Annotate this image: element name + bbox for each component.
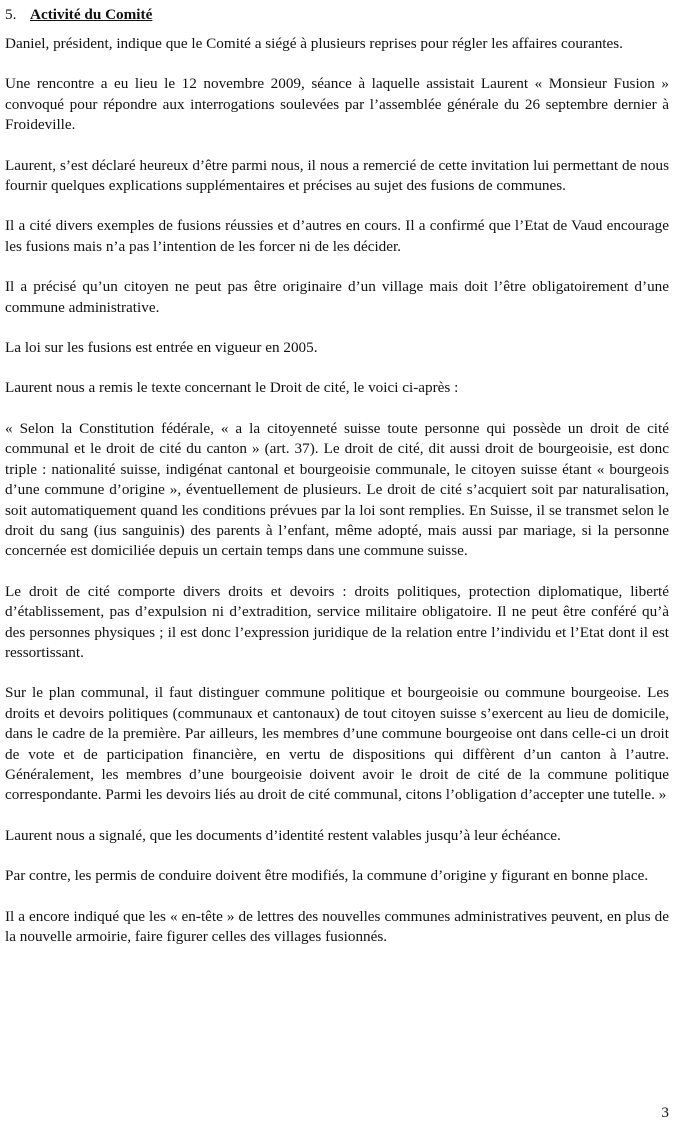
section-heading — [5, 5, 669, 24]
section-number: 5. — [5, 6, 17, 23]
paragraph-quote-constitution: « Selon la Constitution fédérale, « a la citoyenneté suisse toute personne qui possède un droit de cité communal et le droit de cité du canton » (art. 37). Le droit de cité, dit aussi droit de bourgeoisie, est donc triple : nationalité suisse, indigénat cantonal et bourgeoisie communale, le citoyen suisse étant « bourgeois d’une commune d’origine », éventuellement de plusieurs. Le droit de cité s’acquiert soit par naturalisation, soit automatiquement quand les conditions prévues par la loi sont remplies. En Suisse, il se transmet selon le droit du sang (ius sanguinis) des parents à l’enfant, même adopté, mais aussi par mariage, si la personne concernée est domiciliée depuis un certain temps dans une commune suisse. — [5, 419, 669, 560]
document-page — [5, 5, 669, 967]
paragraph-letterheads: Il a encore indiqué que les « en-tête » de lettres des nouvelles communes administratives peuvent, en plus de la nouvelle armoirie, faire figurer celles des villages fusionnés. — [5, 907, 669, 945]
section-title: Activité du Comité — [30, 6, 153, 23]
paragraph-citizen-origin: Il a précisé qu’un citoyen ne peut pas être originaire d’un village mais doit l’être obligatoirement d’une commune administrative. — [5, 278, 669, 316]
paragraph-driving-permits: Par contre, les permis de conduire doivent être modifiés, la commune d’origine y figurant en bonne place. — [5, 867, 649, 885]
paragraph-droit-de-cite-intro: Laurent nous a remis le texte concernant le Droit de cité, le voici ci-après : — [5, 379, 459, 397]
paragraph-fusion-examples: Il a cité divers exemples de fusions réussies et d’autres en cours. Il a confirmé que l’Etat de Vaud encourage les fusions mais n’a pas l’intention de les forcer ni de les décider. — [5, 217, 669, 255]
paragraph-quote-rights-duties: Le droit de cité comporte divers droits et devoirs : droits politiques, protection diplomatique, liberté d’établissement, pas d’expulsion ni d’extradition, service militaire obligatoire. Il ne peut être conféré qu’à des personnes physiques ; il est donc l’expression juridique de la relation entre l’individu et l’Etat dont il est ressortissant. — [5, 582, 669, 661]
paragraph-comite-sessions: Daniel, président, indique que le Comité a siégé à plusieurs reprises pour régler les affaires courantes. — [5, 35, 623, 52]
paragraph-law-2005: La loi sur les fusions est entrée en vigueur en 2005. — [5, 339, 318, 357]
paragraph-laurent-thanks: Laurent, s’est déclaré heureux d’être parmi nous, il nous a remercié de cette invitation lui permettant de nous fournir quelques explications supplémentaires et précises au sujet des fusions de communes. — [5, 156, 669, 195]
paragraph-meeting: Une rencontre a eu lieu le 12 novembre 2009, séance à laquelle assistait Laurent « Monsieur Fusion » convoqué pour répondre aux interrogations soulevées par l’assemblée générale du 26 septembre dernier à Froideville. — [5, 75, 669, 134]
paragraph-quote-communal: Sur le plan communal, il faut distinguer commune politique et bourgeoisie ou commune bourgeoise. Les droits et devoirs politiques (communaux et cantonaux) de tout citoyen suisse s’exercent au lieu de domicile, dans le cadre de la première. Par ailleurs, les membres d’une commune bourgeoise ont dans celle-ci un droit de vote et de participation financière, en vertu de dispositions qui diffèrent d’un canton à l’autre. Généralement, les membres d’une bourgeoisie doivent avoir le droit de cité de la commune politique correspondante. Parmi les devoirs liés au droit de cité communal, citons l’obligation d’accepter une tutelle. » — [5, 684, 669, 804]
page-number: 3 — [661, 1104, 669, 1121]
paragraph-identity-documents: Laurent nous a signalé, que les documents d’identité restent valables jusqu’à leur échéance. — [5, 826, 561, 844]
